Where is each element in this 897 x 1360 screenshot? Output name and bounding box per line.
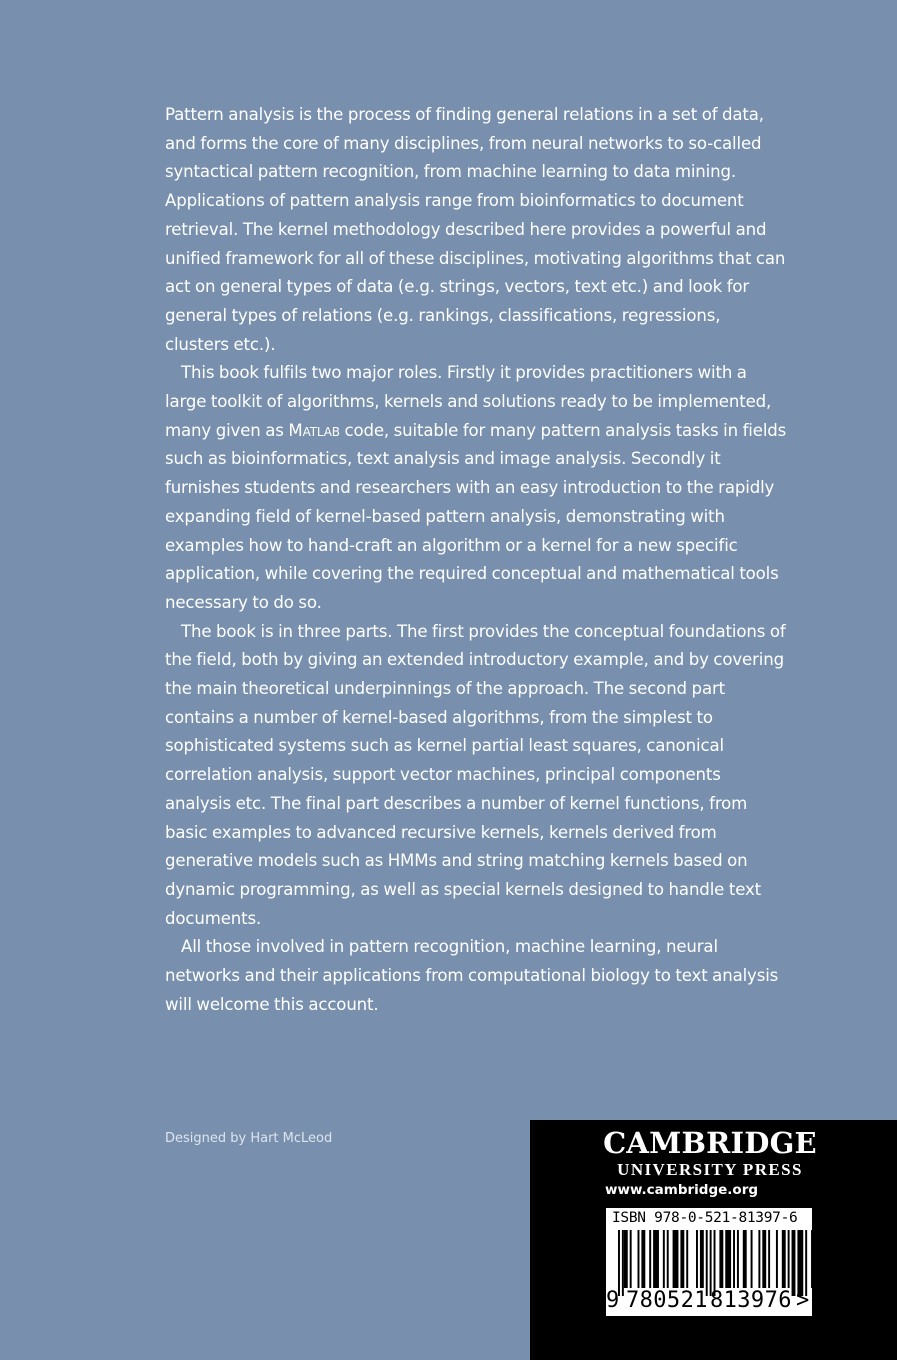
blurb-paragraph-1: Pattern analysis is the process of finding general relations in a set of data, and forms the core of many disciplines, from neural networks to so-called syntactical pattern recognition, from machine learning to data mining. Applications of pattern analysis range from bioinformatics to document retrieval. The kernel methodology described here provides a powerful and unified framework for all of these disciplines, motivating algorithms that can act on general types of data (e.g. strings, vectors, text etc.) and look for general types of relations (e.g. rankings, classifications, regressions, clusters etc.). [165,105,786,354]
publisher-panel [530,1120,897,1360]
matlab-smallcaps: Matlab [288,420,340,440]
barcode-bar [624,1230,628,1288]
blurb-paragraph-4: All those involved in pattern recognition, machine learning, neural networks and their applications from computational biology to text analysis will welcome this account. [165,937,779,1014]
barcode-bar [673,1230,679,1288]
barcode-bar [638,1230,640,1288]
barcode-bar [641,1230,645,1288]
back-cover-blurb [165,101,787,1020]
barcode-group-2: 813976 [710,1288,792,1313]
barcode-bar [710,1230,712,1296]
barcode-bar [758,1230,760,1288]
barcode-bar [696,1230,698,1288]
barcode-bar [743,1230,747,1288]
barcode-group-1: 780521 [626,1288,708,1313]
blurb-paragraph-3: The book is in three parts. The first provides the conceptual foundations of the field, both by giving an extended introductory example, and by covering the main theoretical underpinnings of the approach. The second part contains a number of kernel-based algorithms, from the simplest to sophisticated systems such as kernel partial least squares, canonical correlation analysis, support vector machines, principal components analysis etc. The final part describes a number of kernel functions, from basic examples to advanced recursive kernels, kernels derived from generative models such as HMMs and string matching kernels based on dynamic programming, as well as special kernels designed to handle text documents. [165,621,786,928]
barcode-bar [630,1230,632,1288]
blurb-paragraph-2 [165,359,787,617]
barcode-bar [797,1230,803,1296]
blurb-paragraph-2-end: code, suitable for many pattern analysis tasks in fields such as bioinformatics, text analysis and image analysis. Secondly it furnishes students and researchers with an easy introduction to the rapidly expanding field of kernel-based pattern analysis, demonstrating with examples how to hand-craft an algorithm or a kernel for a new specific application, while covering the required conceptual and mathematical tools necessary to do so. [165,420,787,612]
barcode-bar [719,1230,723,1288]
isbn-barcode [606,1208,812,1316]
barcode-bar [733,1230,735,1288]
barcode-bar [622,1230,624,1296]
publisher-name: CAMBRIDGE [603,1126,817,1160]
blurb-paragraph-2-start: This book fulfils two major roles. Firstly it provides practitioners with a large toolkit of algorithms, kernels and solutions ready to be implemented, many given as [165,363,772,440]
barcode-bar [805,1230,807,1296]
barcode-bar [762,1230,766,1288]
barcode-bar [663,1230,665,1288]
barcode-bar [653,1230,659,1288]
publisher-subname: UNIVERSITY PRESS [617,1160,803,1179]
designer-credit: Designed by Hart McLeod [165,1131,333,1146]
barcode-bar [618,1230,620,1296]
barcode-bar [811,1230,812,1288]
barcode-bar [706,1230,708,1296]
barcode-bar [649,1230,651,1288]
barcode-bar [667,1230,669,1288]
barcode-bar [737,1230,739,1288]
barcode-bar [686,1230,688,1288]
barcode-lead-digit: 9 [606,1288,620,1313]
publisher-url: www.cambridge.org [605,1182,759,1198]
barcode-bar [714,1230,716,1296]
barcode-bar [751,1230,753,1288]
barcode-bar [792,1230,796,1296]
barcode-bar [700,1230,704,1288]
barcode-bar [788,1230,790,1288]
barcode-bar [725,1230,731,1288]
barcode-bar [776,1230,778,1288]
barcode-bar [768,1230,770,1288]
isbn-label: ISBN 978-0-521-81397-6 [612,1210,798,1226]
barcode-bar [782,1230,786,1288]
barcode-bar [680,1230,684,1288]
barcode-end-mark: > [796,1288,810,1313]
